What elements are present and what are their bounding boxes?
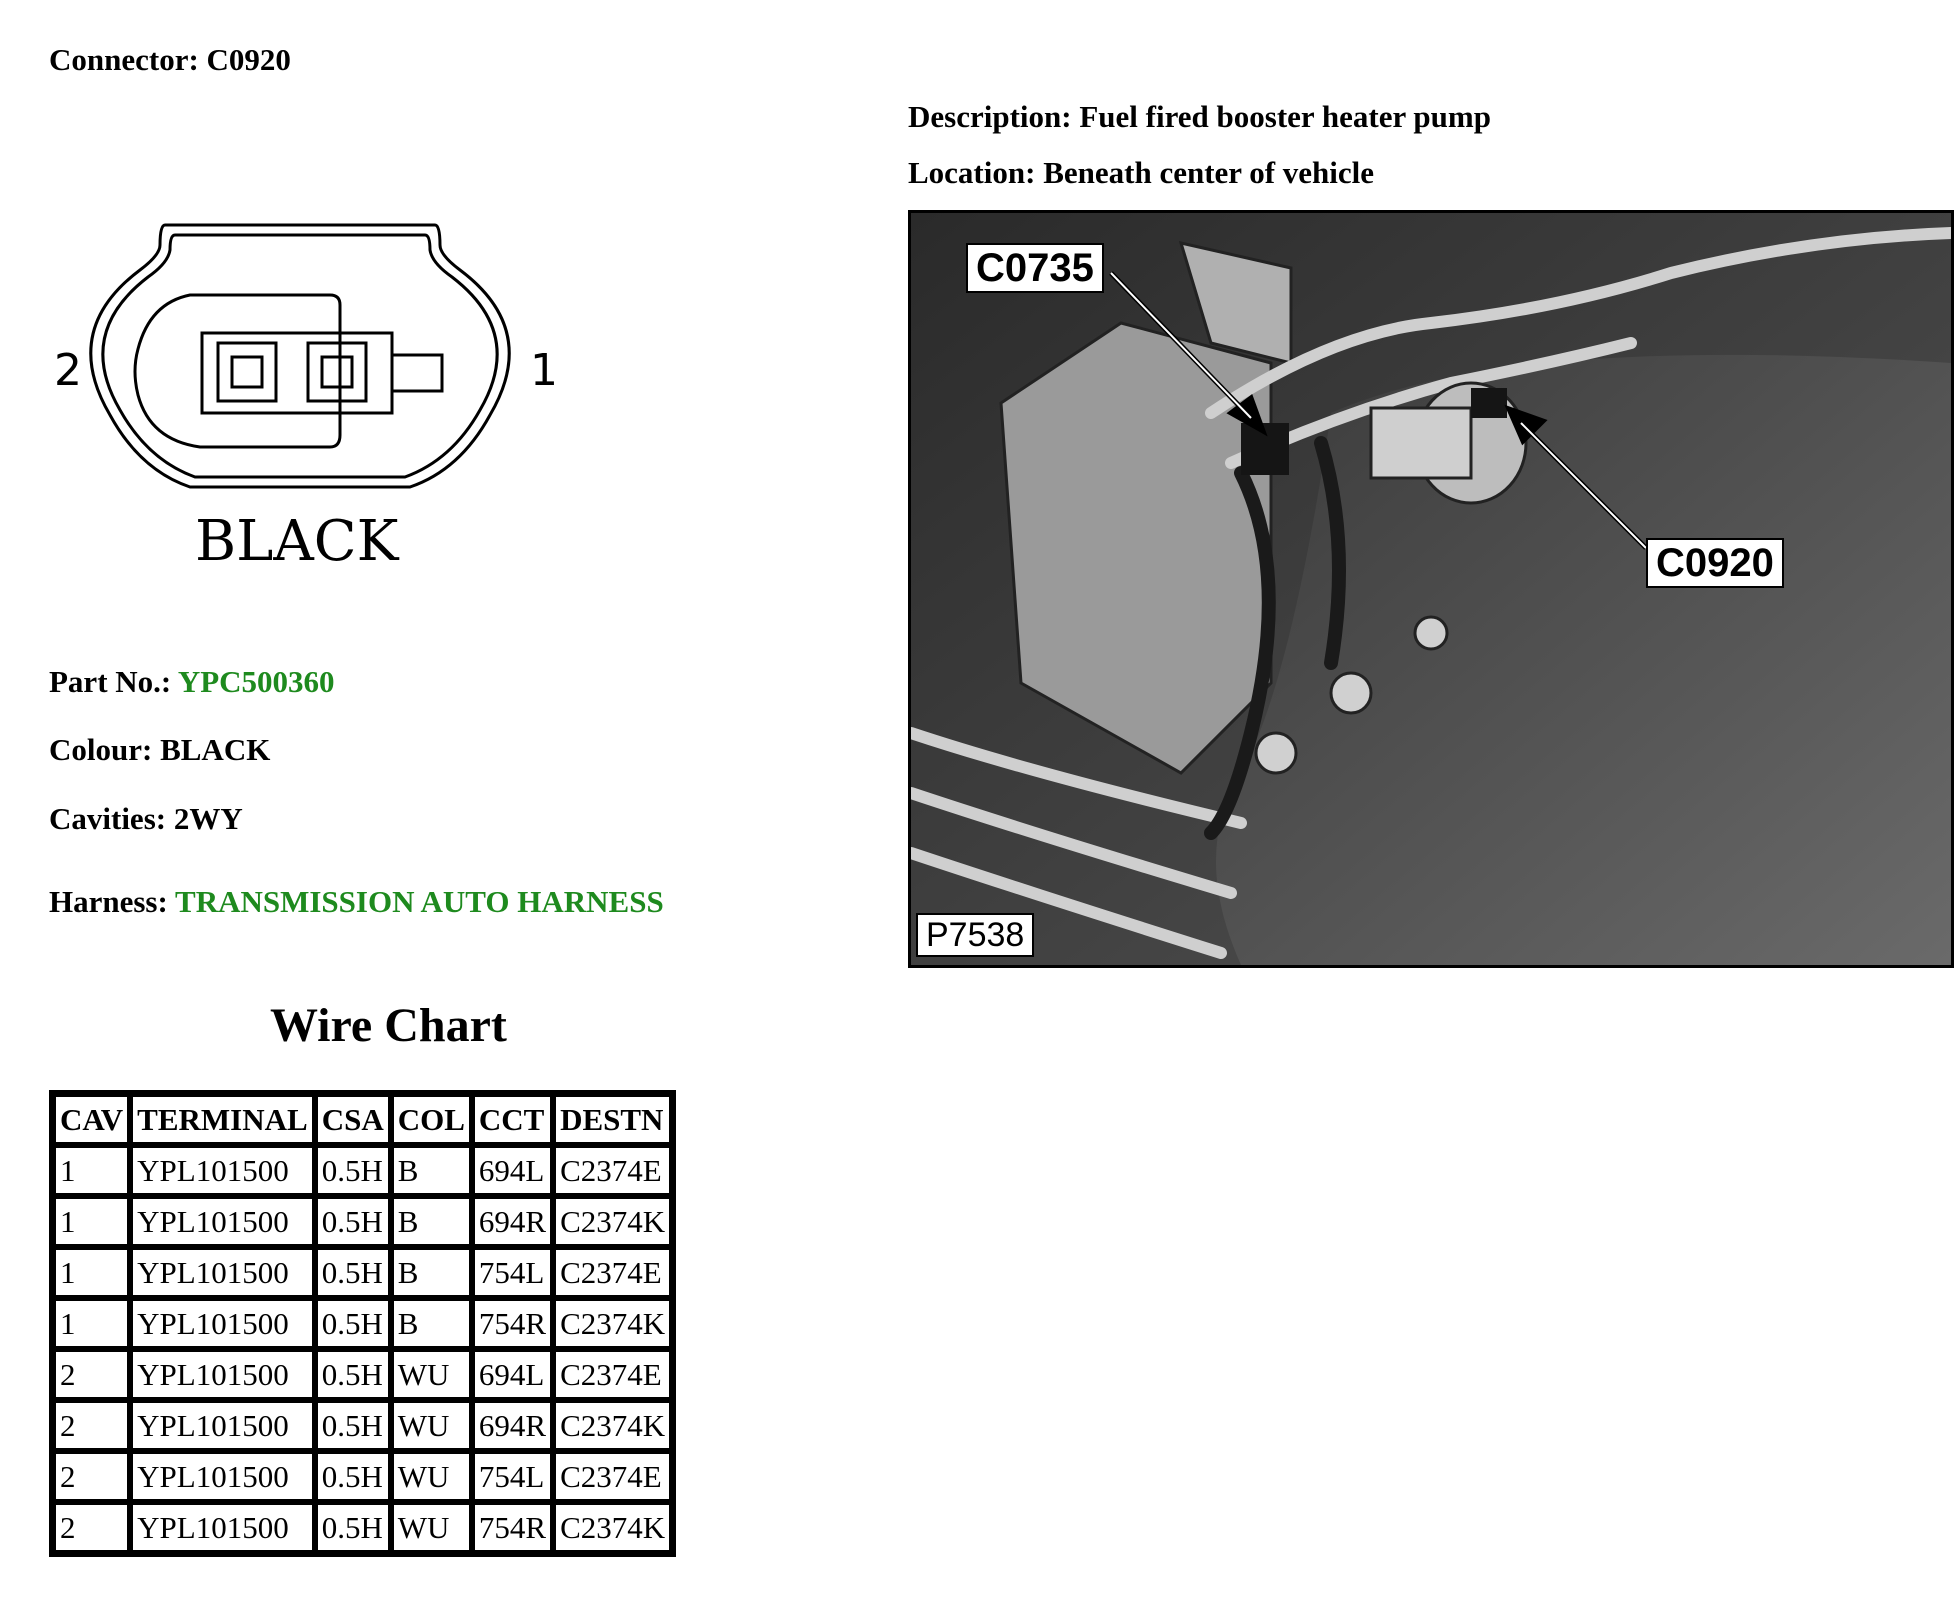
connector-outline-graphic (40, 215, 600, 585)
cell-terminal: YPL101500 (133, 1199, 312, 1244)
cell-terminal: YPL101500 (133, 1301, 312, 1346)
cell-col: WU (394, 1352, 469, 1397)
cell-destn: C2374E (556, 1250, 669, 1295)
cell-csa: 0.5H (318, 1505, 388, 1550)
figure-id-label: P7538 (916, 913, 1034, 957)
description-value: Fuel fired booster heater pump (1079, 99, 1491, 134)
cell-destn: C2374K (556, 1505, 669, 1550)
location-field (908, 155, 1374, 191)
table-row (56, 1505, 669, 1550)
cell-cct: 694L (475, 1352, 550, 1397)
header-col: COL (394, 1097, 469, 1142)
cell-destn: C2374K (556, 1199, 669, 1244)
table-header-row (56, 1097, 669, 1142)
cell-cav: 1 (56, 1301, 127, 1346)
part-no-field (49, 664, 335, 700)
header-terminal: TERMINAL (133, 1097, 312, 1142)
pin-1-label: 1 (530, 345, 558, 396)
part-no-label: Part No.: (49, 664, 172, 699)
cell-cct: 754R (475, 1505, 550, 1550)
wire-chart-table (49, 1090, 676, 1557)
colour-label: Colour: (49, 732, 153, 767)
colour-field (49, 732, 270, 768)
table-row (56, 1199, 669, 1244)
connector-face-diagram (40, 215, 600, 590)
harness-link[interactable]: TRANSMISSION AUTO HARNESS (175, 884, 664, 919)
cell-cct: 694R (475, 1199, 550, 1244)
connector-field (49, 42, 291, 78)
cell-cct: 754L (475, 1454, 550, 1499)
cell-terminal: YPL101500 (133, 1352, 312, 1397)
cell-cav: 1 (56, 1148, 127, 1193)
header-cav: CAV (56, 1097, 127, 1142)
cell-terminal: YPL101500 (133, 1148, 312, 1193)
cell-destn: C2374E (556, 1148, 669, 1193)
diagram-color-label: BLACK (195, 509, 399, 574)
cell-col: WU (394, 1505, 469, 1550)
header-destn: DESTN (556, 1097, 669, 1142)
table-row (56, 1301, 669, 1346)
connector-label: Connector: (49, 42, 199, 77)
cell-col: B (394, 1199, 469, 1244)
table-row (56, 1250, 669, 1295)
cell-csa: 0.5H (318, 1250, 388, 1295)
cell-csa: 0.5H (318, 1352, 388, 1397)
cell-destn: C2374K (556, 1403, 669, 1448)
cell-destn: C2374E (556, 1454, 669, 1499)
cell-terminal: YPL101500 (133, 1403, 312, 1448)
table-row (56, 1352, 669, 1397)
colour-value: BLACK (160, 732, 271, 767)
vehicle-underside-illustration (911, 213, 1951, 965)
header-cct: CCT (475, 1097, 550, 1142)
cell-cav: 2 (56, 1403, 127, 1448)
cell-cav: 2 (56, 1454, 127, 1499)
cell-col: WU (394, 1454, 469, 1499)
pin-2-label: 2 (54, 345, 82, 396)
harness-field (49, 884, 664, 920)
cell-terminal: YPL101500 (133, 1454, 312, 1499)
cell-cav: 2 (56, 1505, 127, 1550)
location-photo (908, 210, 1954, 968)
table-row (56, 1403, 669, 1448)
description-field (908, 99, 1491, 135)
cavities-field (49, 801, 243, 837)
description-label: Description: (908, 99, 1072, 134)
cell-col: B (394, 1250, 469, 1295)
cell-csa: 0.5H (318, 1148, 388, 1193)
table-row (56, 1454, 669, 1499)
table-row (56, 1148, 669, 1193)
part-no-link[interactable]: YPC500360 (177, 664, 335, 699)
location-value: Beneath center of vehicle (1043, 155, 1375, 190)
cell-destn: C2374E (556, 1352, 669, 1397)
cell-destn: C2374K (556, 1301, 669, 1346)
cell-cav: 1 (56, 1199, 127, 1244)
cell-col: WU (394, 1403, 469, 1448)
location-label: Location: (908, 155, 1036, 190)
cell-cav: 1 (56, 1250, 127, 1295)
cell-cav: 2 (56, 1352, 127, 1397)
cell-terminal: YPL101500 (133, 1505, 312, 1550)
header-csa: CSA (318, 1097, 388, 1142)
cell-cct: 694R (475, 1403, 550, 1448)
cell-col: B (394, 1301, 469, 1346)
cell-col: B (394, 1148, 469, 1193)
cell-csa: 0.5H (318, 1454, 388, 1499)
cavities-label: Cavities: (49, 801, 167, 836)
connector-value: C0920 (206, 42, 291, 77)
cell-terminal: YPL101500 (133, 1250, 312, 1295)
cell-cct: 754R (475, 1301, 550, 1346)
cavities-value: 2WY (173, 801, 243, 836)
cell-csa: 0.5H (318, 1403, 388, 1448)
cell-csa: 0.5H (318, 1199, 388, 1244)
harness-label: Harness: (49, 884, 168, 919)
callout-c0735: C0735 (966, 243, 1104, 293)
cell-csa: 0.5H (318, 1301, 388, 1346)
cell-cct: 694L (475, 1148, 550, 1193)
cell-cct: 754L (475, 1250, 550, 1295)
callout-c0920: C0920 (1646, 538, 1784, 588)
wire-chart-title: Wire Chart (270, 999, 507, 1052)
